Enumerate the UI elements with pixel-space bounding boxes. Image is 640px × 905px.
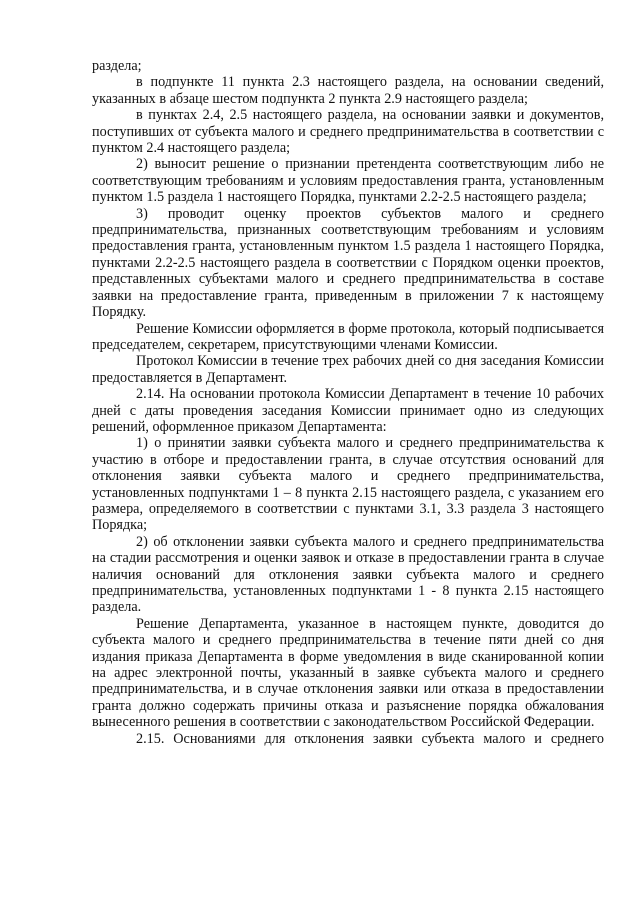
- paragraph-10: 2) об отклонении заявки субъекта малого и среднего предпринимательства на стадии рассмотрения и оценки заявок и отказе в предоставлении гранта в случае наличия оснований для отклонения заявки субъекта малого и среднего предпринимательства, установленных подпунктами 1 - 8 пункта 2.15 настоящего раздела.: [92, 533, 604, 616]
- paragraph-3: в пунктах 2.4, 2.5 настоящего раздела, на основании заявки и документов, поступивших от субъекта малого и среднего предпринимательства в соответствии с пунктом 2.4 настоящего раздела;: [92, 107, 604, 157]
- paragraph-1: раздела;: [92, 58, 142, 74]
- document-body: [92, 58, 604, 747]
- paragraph-9: 1) о принятии заявки субъекта малого и среднего предпринимательства к участию в отборе и предоставлении гранта, в случае отсутствия оснований для отклонения заявки субъекта малого и среднего предпринимательства, установленных подпунктами 1 – 8 пункта 2.15 настоящего раздела, с указанием его размера, определяемого в соответствии с пунктами 3.1, 3.3 раздела 3 настоящего Порядка;: [92, 435, 604, 534]
- paragraph-12: 2.15. Основаниями для отклонения заявки субъекта малого и среднего: [136, 730, 604, 747]
- paragraph-8: 2.14. На основании протокола Комиссии Департамент в течение 10 рабочих дней с даты проведения заседания Комиссии принимает одно из следующих решений, оформленное приказом Департамента:: [92, 386, 604, 435]
- paragraph-6: Решение Комиссии оформляется в форме протокола, который подписывается председателем, секретарем, присутствующими членами Комиссии.: [92, 320, 604, 353]
- paragraph-11: Решение Департамента, указанное в настоящем пункте, доводится до субъекта малого и среднего предпринимательства в течение пяти дней со дня издания приказа Департамента в форме уведомления в виде сканированной копии на адрес электронной почты, указанный в заявке субъекта малого и среднего предпринимательства, и в случае отклонения заявки или отказа в предоставлении гранта должно содержать причины отказа и разъяснение порядка обжалования вынесенного решения в соответствии с законодательством Российской Федерации.: [92, 615, 604, 731]
- paragraph-4: 2) выносит решение о признании претендента соответствующим либо не соответствующим требованиям и условиям предоставления гранта, установленным пунктом 1.5 раздела 1 настоящего Порядка, пунктами 2.2-2.5 настоящего раздела;: [92, 156, 604, 206]
- paragraph-7: Протокол Комиссии в течение трех рабочих дней со дня заседания Комиссии предоставляется в Департамент.: [92, 353, 604, 386]
- paragraph-2: в подпункте 11 пункта 2.3 настоящего раздела, на основании сведений, указанных в абзаце шестом подпункта 2 пункта 2.9 настоящего раздела;: [92, 74, 604, 107]
- paragraph-5: 3) проводит оценку проектов субъектов малого и среднего предпринимательства, признанных соответствующим требованиям и условиям предоставления гранта, установленным пунктом 1.5 раздела 1 настоящего Порядка, пунктами 2.2-2.5 настоящего раздела в соответствии с Порядком оценки проектов, представленных субъектами малого и среднего предпринимательства в составе заявки на предоставление гранта, приведенным в приложении 7 к настоящему Порядку.: [92, 205, 604, 321]
